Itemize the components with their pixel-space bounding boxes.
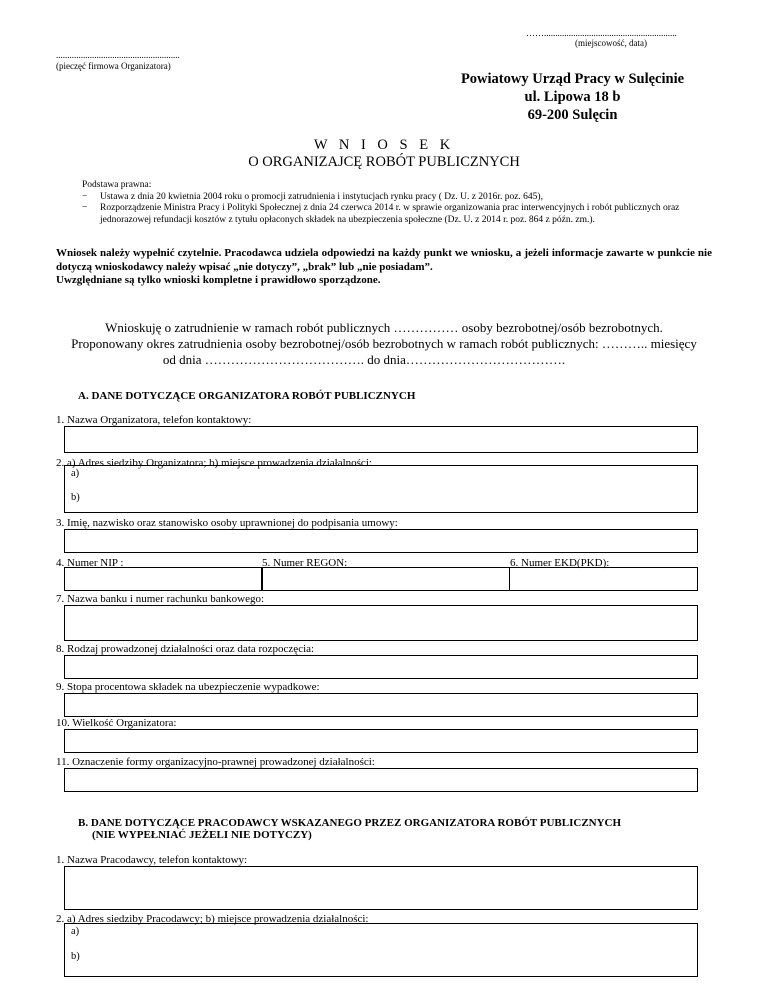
field-label: 1. Nazwa Organizatora, telefon kontaktowy:	[56, 414, 252, 426]
section-b-subheading: (NIE WYPEŁNIAĆ JEŻELI NIE DOTYCZY)	[92, 829, 312, 841]
regon-field[interactable]	[262, 567, 510, 591]
office-street: ul. Lipowa 18 b	[524, 89, 621, 105]
bank-account-field[interactable]	[64, 605, 698, 641]
employer-address-field[interactable]	[64, 923, 698, 977]
request-line-3: od dnia ………………………………. do dnia……………………………….	[162, 352, 566, 367]
field-label: 6. Numer EKD(PKD):	[510, 557, 610, 569]
request-line-1: Wnioskuję o zatrudnienie w ramach robót publicznych …………… osoby bezrobotnej/osób bezrobotnych.	[105, 320, 663, 335]
field-label: 5. Numer REGON:	[262, 557, 348, 569]
legal-basis-item: − Ustawa z dnia 20 kwietnia 2004 roku o promocji zatrudnienia i instytucjach rynku pracy ( Dz. U. z 2016r. poz. 645),	[82, 192, 722, 204]
instructions-text: Wniosek należy wypełnić czytelnie. Pracodawca udziela odpowiedzi na każdy punkt we wniosku, a jeżeli informacje zawarte w punkcie nie dotyczą wnioskodawcy należy wpisać „nie dotyczy”, „brak” lub „nie posiadam”.	[56, 247, 712, 273]
stamp-caption: (pieczęć firmowa Organizatora)	[56, 61, 171, 71]
section-b-heading: B. DANE DOTYCZĄCE PRACODAWCY WSKAZANEGO PRZEZ ORGANIZATORA ROBÓT PUBLICZNYCH	[78, 817, 622, 829]
organizer-name-field[interactable]	[64, 426, 698, 453]
stamp-dots: .......................................................	[56, 50, 180, 60]
legal-basis-heading: Podstawa prawna:	[82, 180, 152, 190]
field-sublabel: b)	[71, 951, 80, 962]
organizer-size-field[interactable]	[64, 729, 698, 753]
date-dots: ……...........................................................	[526, 28, 677, 38]
field-sublabel: a)	[71, 468, 80, 479]
field-sublabel: b)	[71, 492, 80, 503]
field-label: 11. Oznaczenie formy organizacyjno-prawnej prowadzonej działalności:	[56, 756, 375, 768]
field-label: 1. Nazwa Pracodawcy, telefon kontaktowy:	[56, 854, 248, 866]
field-label: 2. a) Adres siedziby Pracodawcy; b) miejsce prowadzenia działalności:	[56, 913, 369, 925]
field-label: 4. Numer NIP :	[56, 557, 124, 569]
field-label: 2. a) Adres siedziby Organizatora; b) miejsce prowadzenia działalności:	[56, 457, 372, 469]
legal-form-field[interactable]	[64, 768, 698, 792]
instructions	[56, 247, 712, 288]
office-name: Powiatowy Urząd Pracy w Sulęcinie	[460, 71, 685, 87]
nip-field[interactable]	[64, 567, 262, 591]
legal-basis	[82, 180, 722, 226]
request-line-2: Proponowany okres zatrudnienia osoby bezrobotnej/osób bezrobotnych w ramach robót publicznych: ……….. miesięcy	[71, 336, 697, 351]
form-title: W N I O S E K	[313, 137, 455, 153]
field-sublabel: a)	[71, 926, 80, 937]
ekd-pkd-field[interactable]	[509, 567, 698, 591]
office-address	[440, 70, 705, 124]
accident-insurance-rate-field[interactable]	[64, 693, 698, 717]
instructions-note: Uwzględniane są tylko wnioski kompletne i prawidłowo sporządzone.	[56, 274, 381, 286]
field-label: 8. Rodzaj prowadzonej działalności oraz data rozpoczęcia:	[56, 643, 315, 655]
employer-name-field[interactable]	[64, 866, 698, 910]
section-a-heading: A. DANE DOTYCZĄCE ORGANIZATORA ROBÓT PUBLICZNYCH	[78, 390, 416, 402]
office-city: 69-200 Sulęcin	[527, 107, 618, 123]
field-label: 10. Wielkość Organizatora:	[56, 717, 177, 729]
signatory-field[interactable]	[64, 529, 698, 553]
organizer-address-field[interactable]	[64, 465, 698, 513]
field-label: 7. Nazwa banku i numer rachunku bankowego:	[56, 593, 265, 605]
legal-basis-item: − Rozporządzenie Ministra Pracy i Polityki Społecznej z dnia 24 czerwca 2014 r. w sprawie organizowania prac interwencyjnych i robót publicznych oraz jednorazowej refundacji kosztów z tytułu opłaconych składek na ubezpieczenia społeczne (Dz. U. z 2014 r. poz. 864 z późn. zm.).	[82, 203, 722, 226]
field-label: 3. Imię, nazwisko oraz stanowisko osoby uprawnionej do podpisania umowy:	[56, 517, 398, 529]
field-label: 9. Stopa procentowa składek na ubezpieczenie wypadkowe:	[56, 681, 320, 693]
date-caption: (miejscowość, data)	[575, 38, 647, 48]
form-subtitle: O ORGANIZAJCĘ ROBÓT PUBLICZNYCH	[248, 154, 520, 170]
business-activity-field[interactable]	[64, 655, 698, 679]
